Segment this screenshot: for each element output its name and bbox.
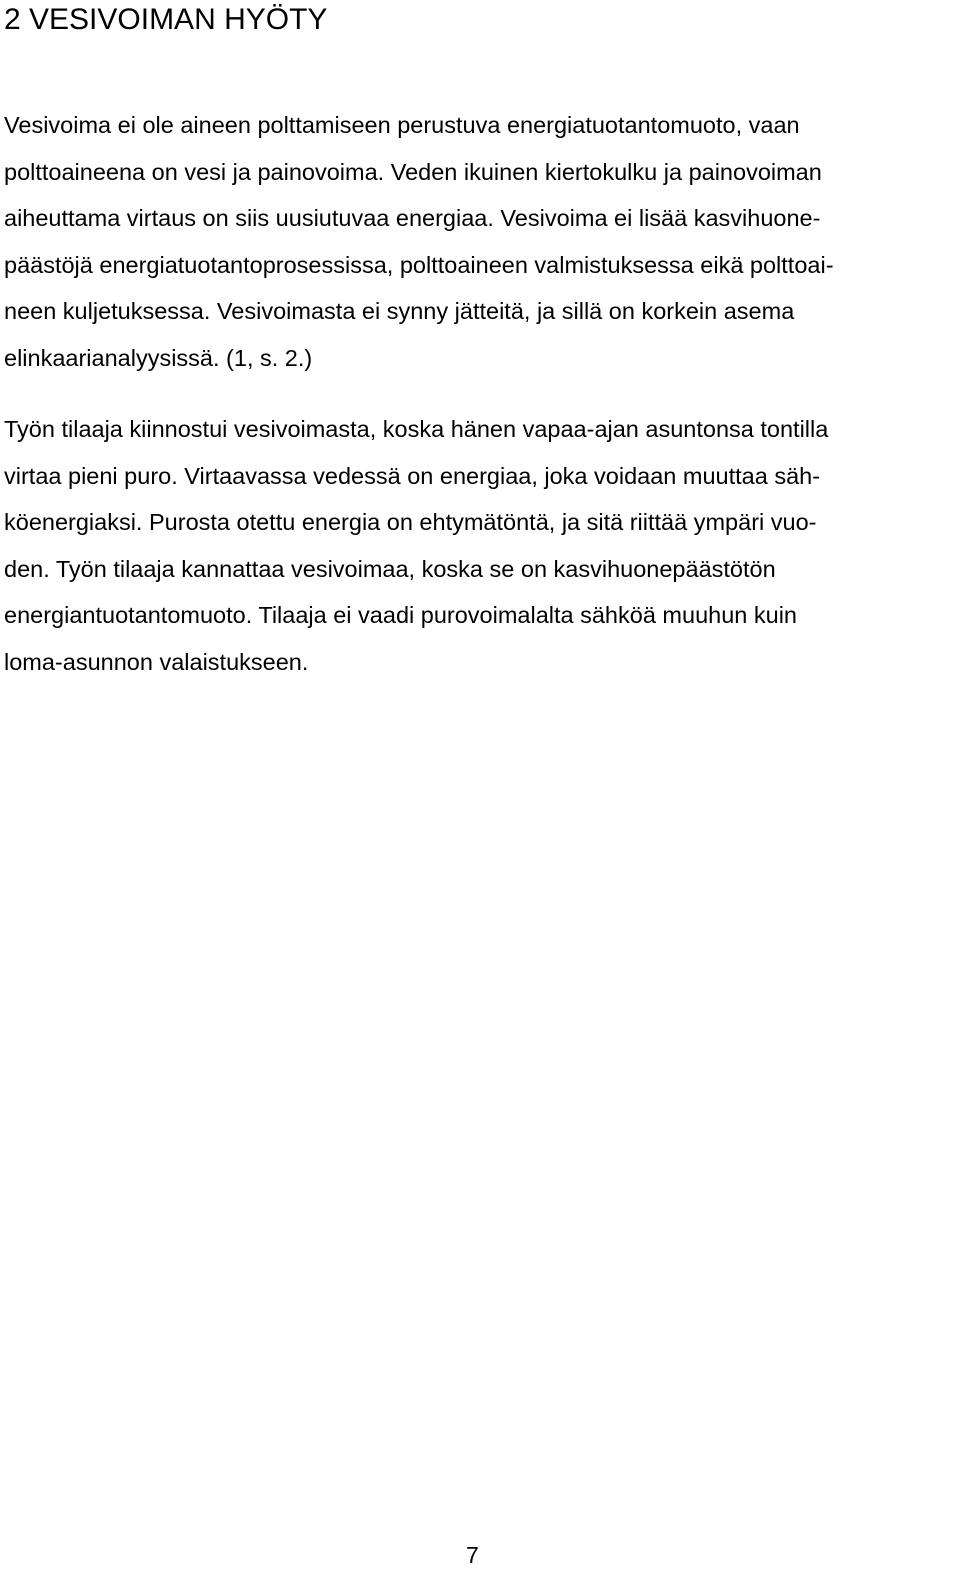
text-line: elinkaarianalyysissä. (1, s. 2.) xyxy=(4,344,313,371)
text-line: virtaa pieni puro. Virtaavassa vedessä on energiaa, joka voidaan muuttaa säh- xyxy=(4,462,821,489)
text-line: den. Työn tilaaja kannattaa vesivoimaa, koska se on kasvihuonepäästötön xyxy=(4,555,776,582)
text-line: päästöjä energiatuotantoprosessissa, polttoaineen valmistuksessa eikä polttoai- xyxy=(4,251,834,278)
paragraph-hydropower-renewable xyxy=(4,102,834,381)
text-line: energiantuotantomuoto. Tilaaja ei vaadi purovoimalalta sähköä muuhun kuin xyxy=(4,602,797,628)
text-line: aiheuttama virtaus on siis uusiutuvaa energiaa. Vesivoima ei lisää kasvihuone- xyxy=(4,205,821,231)
paragraph-client-interest xyxy=(4,406,828,685)
section-heading: 2 VESIVOIMAN HYÖTY xyxy=(4,3,328,36)
text-line: köenergiaksi. Purosta otettu energia on ehtymätöntä, ja sitä riittää ympäri vuo- xyxy=(4,509,817,535)
text-line: polttoaineena on vesi ja painovoima. Veden ikuinen kiertokulku ja painovoiman xyxy=(4,158,822,185)
text-line: loma-asunnon valaistukseen. xyxy=(4,648,309,675)
page-number: 7 xyxy=(466,1542,479,1568)
text-line: neen kuljetuksessa. Vesivoimasta ei synny jätteitä, ja sillä on korkein asema xyxy=(4,298,795,324)
text-line: Vesivoima ei ole aineen polttamiseen perustuva energiatuotantomuoto, vaan xyxy=(4,112,800,138)
text-line: Työn tilaaja kiinnostui vesivoimasta, koska hänen vapaa-ajan asuntonsa tontilla xyxy=(4,416,829,442)
